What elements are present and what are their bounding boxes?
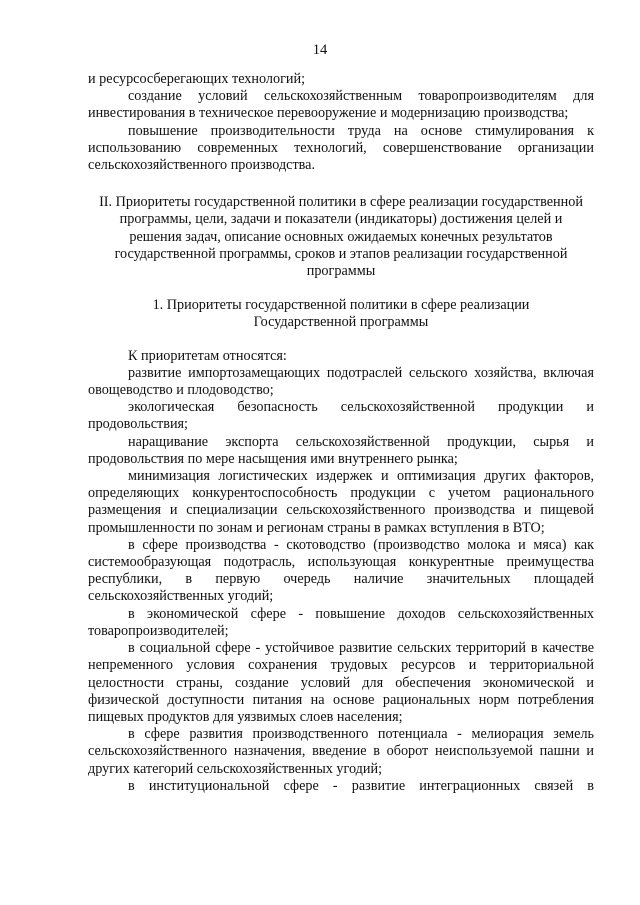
priority-item: наращивание экспорта сельскохозяйственной продукции, сырья и продовольствия по мере насыщения ими внутреннего рынка; [88, 433, 594, 467]
paragraph: и ресурсосберегающих технологий; [88, 71, 306, 87]
subsection-heading: 1. Приоритеты государственной политики в сфере реализации Государственной программы [152, 297, 530, 331]
intro-text: К приоритетам относятся: [128, 347, 287, 364]
priority-item: в сфере производства - скотоводство (производство молока и мяса) как системообразующая подотрасль, использующая конкурентные преимущества республики, в первую очередь наличие значительных площадей сельскохозяйственных угодий; [88, 536, 594, 605]
priority-item: в экономической сфере - повышение доходов сельскохозяйственных товаропроизводителей; [88, 605, 594, 639]
priority-item: развитие импортозамещающих подотраслей сельского хозяйства, включая овощеводство и плодоводство; [88, 364, 594, 399]
priority-item: минимизация логистических издержек и оптимизация других факторов, определяющих конкурентоспособность продукции с учетом рационального размещения и специализации сельскохозяйственного производства и пищевой промышленности по зонам и регионам страны в рамках вступления в ВТО; [88, 468, 594, 536]
paragraph: создание условий сельскохозяйственным товаропроизводителям для инвестирования в техническое перевооружение и модернизацию производства; [88, 88, 594, 122]
paragraph: повышение производительности труда на основе стимулирования к использованию современных технологий, совершенствование организации сельскохозяйственного производства. [88, 122, 594, 174]
priority-item: в институциональной сфере - развитие интеграционных связей в [128, 777, 594, 794]
document-body [88, 71, 594, 795]
priority-item: в социальной сфере - устойчивое развитие сельских территорий в качестве непременного условия сохранения трудовых ресурсов и территориальной целостности страны, создание условий для обеспечения экономической и физической доступности питания на основе рациональных норм потребления пищевых продуктов для уязвимых слоев населения; [88, 640, 594, 725]
priority-item: в сфере развития производственного потенциала - мелиорация земель сельскохозяйственного назначения, введение в оборот неиспользуемой пашни и других категорий сельскохозяйственных угодий; [88, 726, 594, 777]
priority-item: экологическая безопасность сельскохозяйственной продукции и продовольствия; [88, 399, 594, 433]
page-number: 14 [312, 42, 328, 58]
section-heading: II. Приоритеты государственной политики в сфере реализации государственной программы, цели, задачи и показатели (индикаторы) достижения целей и решения задач, описание основных ожидаемых конечных результатов государственной программы, сроков и этапов реализации государственной программы [99, 194, 583, 280]
